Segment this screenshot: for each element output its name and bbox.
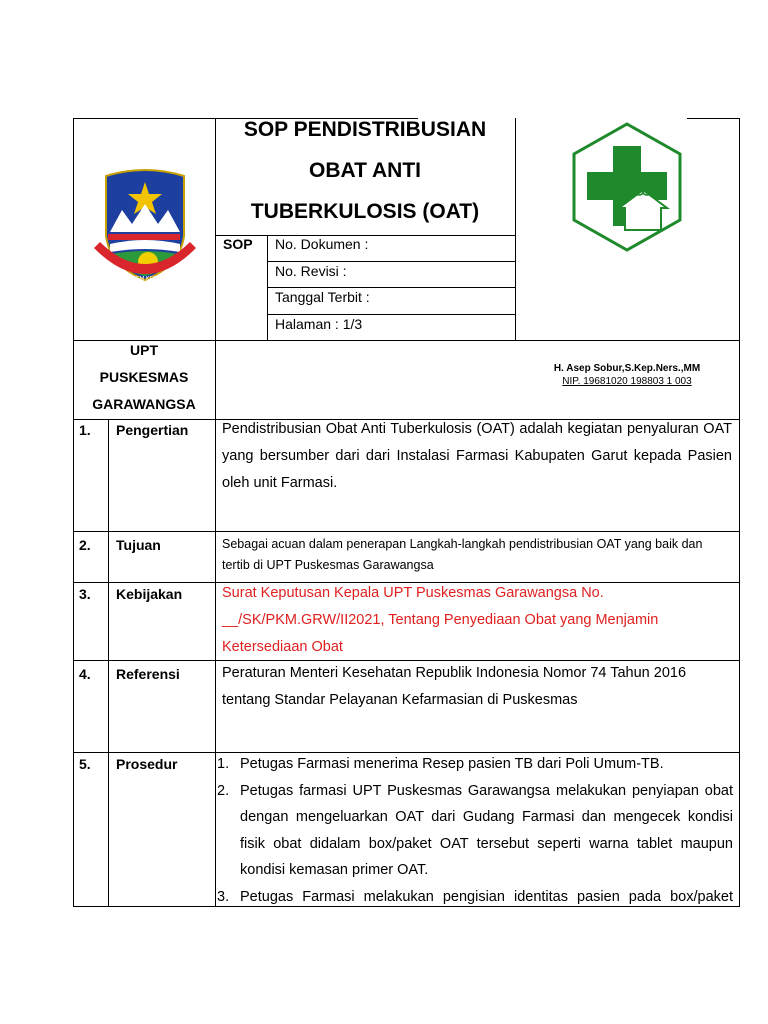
procedure-step-text: Petugas Farmasi melakukan pengisian identitas pasien pada box/paket bbox=[240, 888, 733, 905]
procedure-step-number: 1. bbox=[217, 756, 230, 772]
sop-document bbox=[73, 118, 740, 907]
title-line-1: SOP PENDISTRIBUSIAN bbox=[243, 118, 487, 141]
section-2-label: Tujuan bbox=[116, 537, 161, 553]
border-left bbox=[73, 118, 74, 907]
meta-halaman: Halaman : 1/3 bbox=[275, 316, 363, 332]
section-3-label: Kebijakan bbox=[116, 586, 183, 602]
procedure-step bbox=[217, 884, 733, 911]
meta-line-2 bbox=[267, 287, 515, 288]
signatory-name: H. Asep Sobur,S.Kep.Ners.,MM bbox=[553, 363, 701, 374]
meta-line-1 bbox=[267, 261, 515, 262]
puskesmas-logo-icon bbox=[569, 120, 685, 254]
procedure-step-number: 3. bbox=[217, 888, 230, 905]
section-5-label: Prosedur bbox=[116, 756, 178, 772]
border-top-right bbox=[687, 118, 740, 119]
section-1-number: 1. bbox=[79, 422, 91, 438]
section-2-number: 2. bbox=[79, 537, 91, 553]
procedure-list bbox=[217, 751, 733, 910]
emblem-motto-text: TATA TENGTREM KERTA RAHARJA bbox=[99, 276, 191, 282]
section-1-label: Pengertian bbox=[116, 422, 189, 438]
sop-label: SOP bbox=[223, 236, 253, 252]
section-2-text: Sebagai acuan dalam penerapan Langkah-langkah pendistribusian OAT yang baik dan tertib di UPT Puskesmas Garawangsa bbox=[222, 537, 703, 572]
meta-dokumen: No. Dokumen : bbox=[275, 236, 369, 252]
procedure-step bbox=[217, 778, 733, 884]
unit-line-1: UPT bbox=[130, 342, 158, 358]
signatory-nip: NIP. 19681020 198803 1 003 bbox=[562, 376, 692, 387]
section-4-number: 4. bbox=[79, 666, 91, 682]
section-3-text: Surat Keputusan Kepala UPT Puskesmas Garawangsa No. __/SK/PKM.GRW/II2021, Tentang Penyediaan Obat yang Menjamin Ketersediaan Obat bbox=[222, 585, 659, 655]
procedure-step bbox=[217, 751, 733, 778]
title-line-2: OBAT ANTI bbox=[309, 159, 421, 182]
col-label-divider bbox=[215, 419, 216, 906]
section-3-number: 3. bbox=[79, 586, 91, 602]
section-4-label: Referensi bbox=[116, 666, 180, 682]
procedure-step-text: Petugas Farmasi menerima Resep pasien TB dari Poli Umum-TB. bbox=[240, 756, 664, 772]
unit-line-2: PUSKESMAS bbox=[99, 369, 189, 385]
col-num-divider bbox=[108, 419, 109, 906]
header-mid-line bbox=[73, 340, 740, 341]
border-right bbox=[739, 118, 740, 907]
section-4-text: Peraturan Menteri Kesehatan Republik Indonesia Nomor 74 Tahun 2016 tentang Standar Pelayanan Kefarmasian di Puskesmas bbox=[222, 665, 687, 708]
meta-divider bbox=[267, 235, 268, 341]
meta-revisi: No. Revisi : bbox=[275, 263, 347, 279]
header-divider-right bbox=[515, 118, 516, 341]
row-line-1 bbox=[73, 531, 740, 532]
unit-line-3: GARAWANGSA bbox=[92, 396, 196, 412]
garut-regency-emblem-icon bbox=[90, 162, 200, 288]
section-5-number: 5. bbox=[79, 756, 91, 772]
procedure-step-number: 2. bbox=[217, 782, 230, 799]
section-1-text: Pendistribusian Obat Anti Tuberkulosis (OAT) adalah kegiatan penyaluran OAT yang bersumber dari dari Instalasi Farmasi Kabupaten Garut kepada Pasien oleh unit Farmasi. bbox=[222, 421, 732, 491]
meta-tanggal-terbit: Tanggal Terbit : bbox=[275, 289, 370, 305]
procedure-step-text: Petugas farmasi UPT Puskesmas Garawangsa melakukan penyiapan obat dengan mengeluarkan OAT dari Gudang Farmasi dan mengecek kondisi fisik obat didalam box/paket OAT tersebut seperti warna tablet maupun kondisi kemasan primer OAT. bbox=[240, 782, 733, 878]
title-line-3: TUBERKULOSIS (OAT) bbox=[250, 200, 480, 223]
meta-line-3 bbox=[267, 314, 515, 315]
